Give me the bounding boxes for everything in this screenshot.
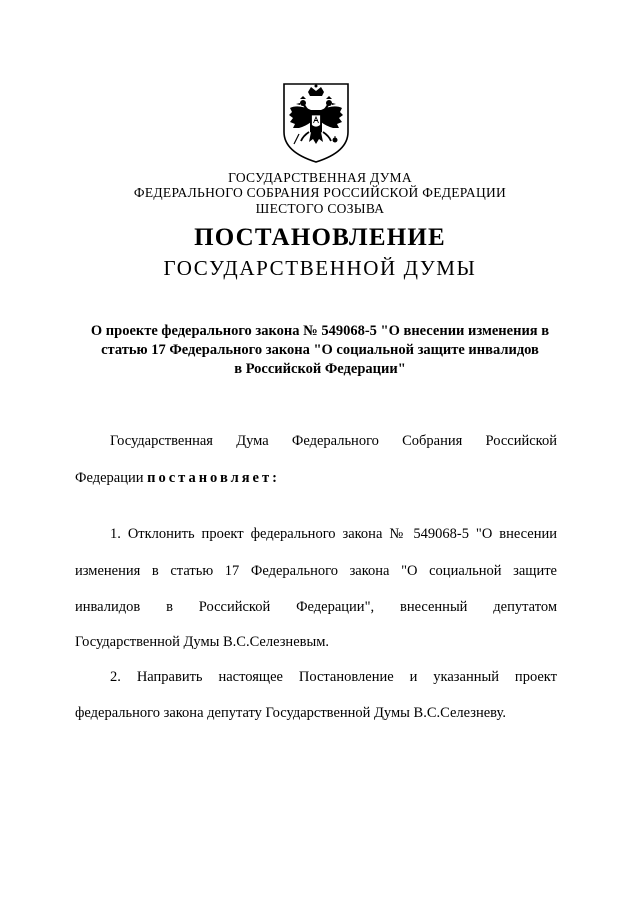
document-subtitle: ГОСУДАРСТВЕННОЙ ДУМЫ — [163, 256, 477, 280]
preamble-line-1: Государственная Дума Федерального Собрания Российской — [110, 433, 557, 449]
item2-line-2: федерального закона депутату Государственной Думы В.С.Селезневу. — [75, 705, 506, 721]
preamble-resolves: постановляет: — [147, 470, 280, 486]
item1-line-4: Государственной Думы В.С.Селезневым. — [75, 634, 330, 650]
about-line-1: О проекте федерального закона № 549068-5 "О внесении изменения в — [90, 323, 550, 339]
about-line-2: статью 17 Федерального закона "О социальной защите инвалидов — [101, 342, 539, 358]
header-line-convocation: ШЕСТОГО СОЗЫВА — [255, 201, 385, 216]
header-line-federal-assembly: ФЕДЕРАЛЬНОГО СОБРАНИЯ РОССИЙСКОЙ ФЕДЕРАЦИИ — [133, 185, 507, 200]
item1-line-1: 1. Отклонить проект федерального закона № 549068-5 "О внесении — [110, 526, 557, 542]
preamble-federation-word: Федерации — [75, 470, 144, 486]
russian-coat-of-arms-icon — [280, 82, 352, 164]
document-title: ПОСТАНОВЛЕНИЕ — [194, 224, 446, 251]
about-line-3: в Российской Федерации" — [234, 361, 406, 377]
preamble-line-2 — [75, 469, 280, 487]
coat-of-arms-emblem — [280, 82, 352, 164]
header-line-duma: ГОСУДАРСТВЕННАЯ ДУМА — [228, 170, 412, 185]
item1-line-3: инвалидов в Российской Федерации", внесенный депутатом — [75, 599, 557, 615]
item2-line-1: 2. Направить настоящее Постановление и указанный проект — [110, 669, 557, 685]
item1-line-2: изменения в статью 17 Федерального закона "О социальной защите — [75, 563, 557, 579]
